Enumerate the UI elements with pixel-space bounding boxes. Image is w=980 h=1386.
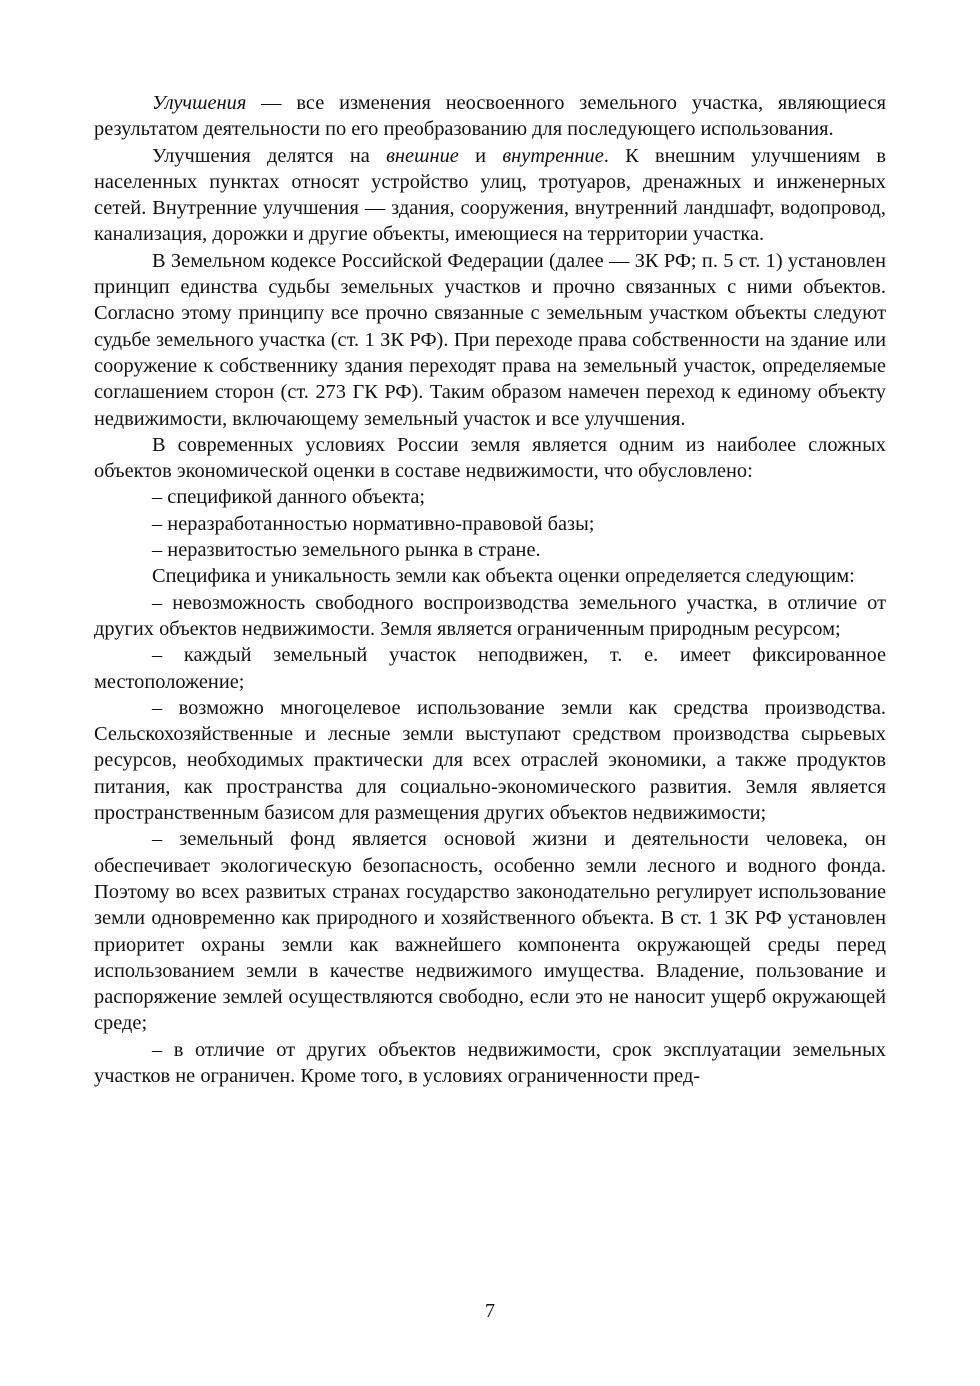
term-external: внешние bbox=[386, 144, 459, 167]
paragraph-land-code: В Земельном кодексе Российской Федерации (далее — ЗК РФ; п. 5 ст. 1) установлен принцип единства судьбы земельных участков и прочно связанных с ними объектов. Согласно этому принципу все прочно связанные с земельным участком объекты следуют судьбе земельного участка (ст. 1 ЗК РФ). При переходе права собственности на здание или сооружение к собственнику здания переходят права на земельный участок, определяемые соглашением сторон (ст. 273 ГК РФ). Таким образом намечен переход к единому объекту недвижимости, включающему земельный участок и все улучшения. bbox=[94, 249, 886, 430]
list-item: – невозможность свободного воспроизводства земельного участка, в отличие от других объектов недвижимости. Земля является ограниченным природным ресурсом; bbox=[94, 591, 886, 640]
list-item: – спецификой данного объекта; bbox=[152, 486, 426, 509]
paragraph-improvements-definition bbox=[94, 90, 886, 143]
page-body bbox=[94, 90, 886, 1089]
text-segment: . К внешним улучшениям в населенных пунктах относят устройство улиц, тротуаров, дренажных и инженерных сетей. Внутренние улучшения — здания, сооружения, внутренний ландшафт, водопровод, канализация, дорожки и другие объекты, имеющиеся на территории участка. bbox=[94, 144, 886, 246]
page-number: 7 bbox=[485, 1300, 495, 1322]
list-item: – в отличие от других объектов недвижимости, срок эксплуатации земельных участков не ограничен. Кроме того, в условиях ограниченности пред- bbox=[94, 1038, 886, 1087]
text-segment: и bbox=[458, 144, 503, 167]
list-item: – земельный фонд является основой жизни и деятельности человека, он обеспечивает экологическую безопасность, особенно земли лесного и водного фонда. Поэтому во всех развитых странах государство законодательно регулирует использование земли одновременно как природного и хозяйственного объекта. В ст. 1 ЗК РФ установлен приоритет охраны земли как важнейшего компонента окружающей среды перед использованием земли в качестве недвижимого имущества. Владение, пользование и распоряжение землей осуществляются свободно, если это не наносит ущерб окружающей среде; bbox=[94, 828, 886, 1035]
term-improvements: Улучшения bbox=[152, 92, 247, 114]
paragraph-improvements-types bbox=[94, 143, 886, 248]
paragraph-specifics: Специфика и уникальность земли как объекта оценки определяется следующим: bbox=[152, 565, 855, 588]
definition-text: — все изменения неосвоенного земельного участка, являющиеся результатом деятельности по его преобразованию для последующего использования. bbox=[94, 92, 886, 141]
term-internal: внутренние bbox=[502, 144, 604, 167]
list-item: – неразработанностью нормативно-правовой базы; bbox=[152, 512, 595, 535]
text-segment: Улучшения делятся на bbox=[152, 144, 387, 167]
paragraph-modern-conditions: В современных условиях России земля является одним из наиболее сложных объектов экономической оценки в составе недвижимости, что обусловлено: bbox=[94, 433, 886, 483]
list-item: – каждый земельный участок неподвижен, т. е. имеет фиксированное местоположение; bbox=[94, 644, 886, 693]
list-item: – возможно многоцелевое использование земли как средства производства. Сельскохозяйственные и лесные земли выступают средством производства сырьевых ресурсов, необходимых практически для всех отраслей экономики, а также продуктов питания, как пространства для социально-экономического развития. Земля является пространственным базисом для размещения других объектов недвижимости; bbox=[94, 696, 886, 825]
list-item: – неразвитостью земельного рынка в стране. bbox=[152, 539, 541, 562]
